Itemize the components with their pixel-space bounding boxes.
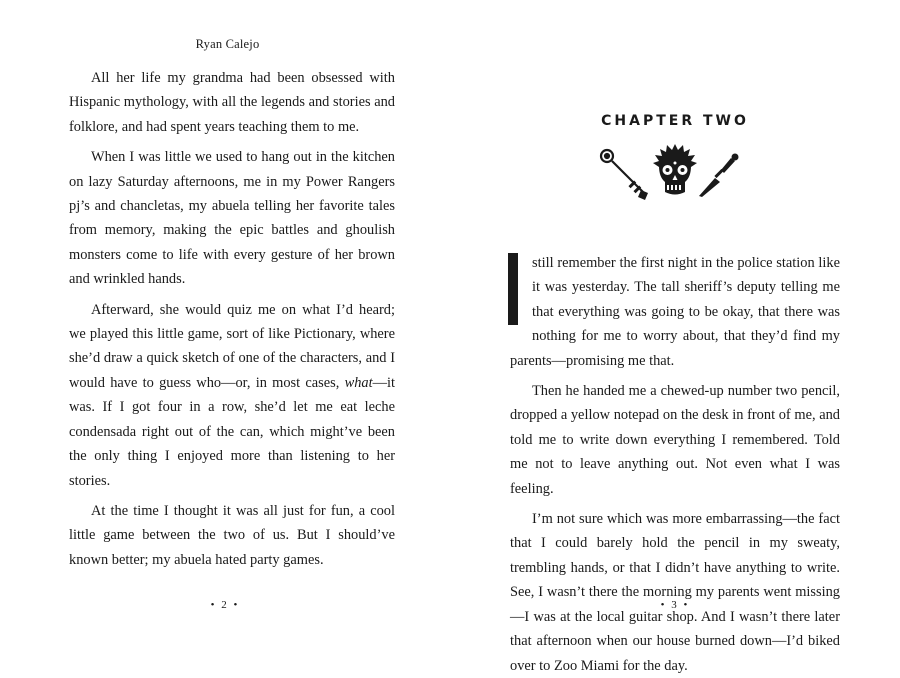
paragraph: When I was little we used to hang out in the kitchen on lazy Saturday afternoons, me in my Power Rangers pj’s and chancletas, my abuela telling her favorite tales from memory, making the epic battles and ghoulish monsters come to life with every gesture of her brown and wrinkled hands. <box>69 149 395 288</box>
left-page <box>0 0 450 658</box>
paragraph: I’m not sure which was more embarrassing—the fact that I could barely hold the pencil in my sweaty, trembling hands, or that I didn’t have anything to write. See, I wasn’t there the morning my parents went missing—I was at the local guitar shop. And I wasn’t there later that afternoon when our house burned down—I’d biked over to Zoo Miami for the day. <box>510 511 840 674</box>
paragraph: At the time I thought it was all just for fun, a cool little game between the two of us. But I should’ve known better; my abuela hated party games. <box>69 502 395 568</box>
right-page <box>450 0 900 674</box>
paragraph-text: —it was. If I got four in a row, she’d let me eat leche condensada right out of the can, which might’ve been the only thing I enjoyed more than listening to her stories. <box>69 374 395 489</box>
running-head-author: Ryan Calejo <box>195 37 260 51</box>
paragraph-text: still remember the first night in the police station like it was yesterday. The tall sheriff’s deputy telling me that everything was going to be okay, that there was nothing for me to worry about, that they’d find my parents—promising me that. <box>510 255 840 369</box>
emphasized-word: what <box>344 374 373 391</box>
paragraph: Then he handed me a chewed-up number two pencil, dropped a yellow notepad on the desk in front of me, and told me to write down everything I remembered. Told me not to leave anything out. Not even what I was feeling. <box>510 383 840 497</box>
right-page-body <box>510 251 840 678</box>
paragraph <box>69 298 395 493</box>
left-page-body <box>69 66 395 572</box>
paragraph: All her life my grandma had been obsessed with Hispanic mythology, with all the legends and stories and folklore, and had spent years teaching them to me. <box>69 70 395 135</box>
page-number: • 3 • <box>660 599 690 611</box>
skull-key-dagger-ornament-icon <box>595 140 755 210</box>
paragraph-text: Afterward, she would quiz me on what I’d heard; we played this little game, sort of like Pictionary, where she’d draw a quick sketch of one of the characters, and I would have to guess who—or, in most cases, <box>69 301 395 391</box>
drop-cap: I <box>508 253 518 325</box>
paragraph <box>510 251 840 373</box>
page-number: • 2 • <box>210 599 240 611</box>
chapter-title: CHAPTER TWO <box>601 113 749 129</box>
